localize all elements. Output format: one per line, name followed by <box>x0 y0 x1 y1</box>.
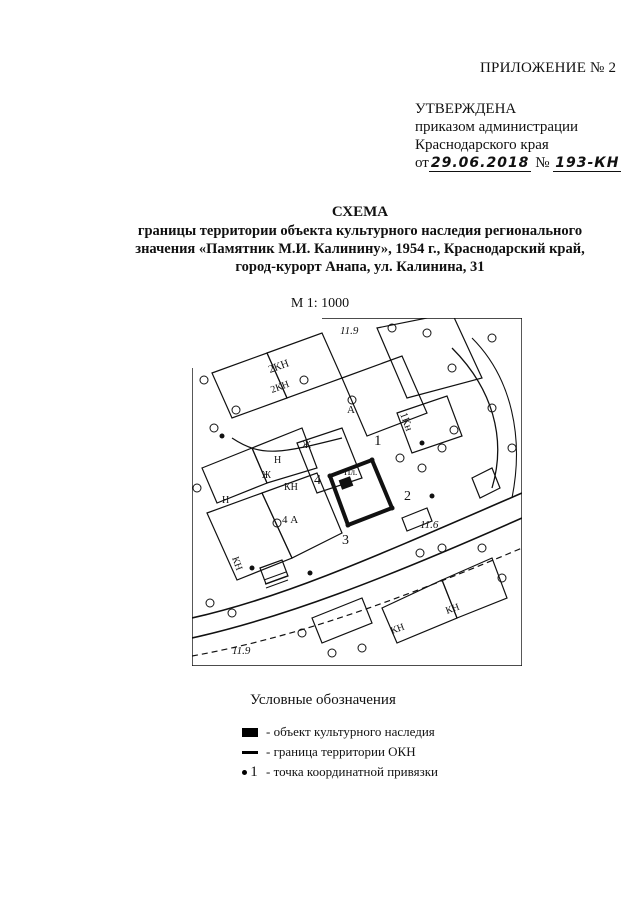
legend-item-coordinate-point <box>238 762 438 782</box>
point-label-1: 1 <box>374 433 382 449</box>
by-order-text: приказом администрации <box>415 119 579 135</box>
order-from-prefix: от <box>415 155 429 171</box>
building-label-11: Ж <box>302 440 311 451</box>
region-text: Краснодарского края <box>415 137 549 153</box>
building-label-5: КН <box>229 555 245 573</box>
building-label-4: 1Кн <box>397 410 415 433</box>
building-label-14: Н <box>222 495 230 506</box>
legend <box>238 722 438 782</box>
cadastral-map <box>192 318 522 666</box>
elevation-label-bottom: 11.9 <box>232 645 251 657</box>
title-block <box>100 203 620 276</box>
order-date-handwritten: 29.06.2018 <box>430 155 530 171</box>
legend-item-heritage-object <box>238 722 438 742</box>
legend-item-label: - граница территории ОКН <box>266 744 416 759</box>
map-scale: М 1: 1000 <box>290 296 350 311</box>
building-label-1: 2КН <box>266 357 291 376</box>
building-label-6: КН <box>389 621 407 637</box>
building-label-10: А <box>347 404 355 416</box>
point-label-4: 4 <box>314 473 321 488</box>
point-label-2: 2 <box>404 489 411 504</box>
building-label-12: Ж <box>262 470 271 481</box>
elevation-label-right: 11.6 <box>420 519 439 531</box>
approval-block <box>415 100 621 172</box>
legend-item-label: - точка координатной привязки <box>266 764 438 779</box>
building-label-13: Н <box>274 455 282 466</box>
coordinate-point-symbol-icon: 1 <box>238 762 262 782</box>
building-label-2: КН <box>284 482 298 493</box>
title-line-1: границы территории объекта культурного наследия регионального <box>137 223 583 239</box>
boundary-line-symbol-icon <box>238 751 262 754</box>
title-line-3: город-курорт Анапа, ул. Калинина, 31 <box>235 259 485 275</box>
legend-item-label: - объект культурного наследия <box>266 724 435 739</box>
building-label-3: 4 А <box>282 514 299 526</box>
point-label-3: 3 <box>342 533 349 548</box>
map-drawing <box>192 318 522 666</box>
document-heading: СХЕМА <box>331 204 389 220</box>
appendix-label: ПРИЛОЖЕНИЕ № 2 <box>480 60 617 76</box>
order-line <box>415 154 621 172</box>
order-number-prefix: № <box>535 155 550 171</box>
elevation-label-top: 11.9 <box>340 325 359 337</box>
building-label-9: 2КН <box>269 379 291 396</box>
legend-title: Условные обозначения <box>250 692 396 708</box>
title-line-2: значения «Памятник М.И. Калинину», 1954 г., Краснодарский край, <box>135 241 585 257</box>
order-number-handwritten: 193-КН <box>555 155 620 171</box>
heritage-object-symbol-icon <box>238 728 262 737</box>
legend-item-territory-boundary <box>238 742 438 762</box>
building-label-8: КН <box>444 601 462 617</box>
approved-label: УТВЕРЖДЕНА <box>415 101 517 117</box>
building-label-7: Пл. <box>344 467 358 477</box>
